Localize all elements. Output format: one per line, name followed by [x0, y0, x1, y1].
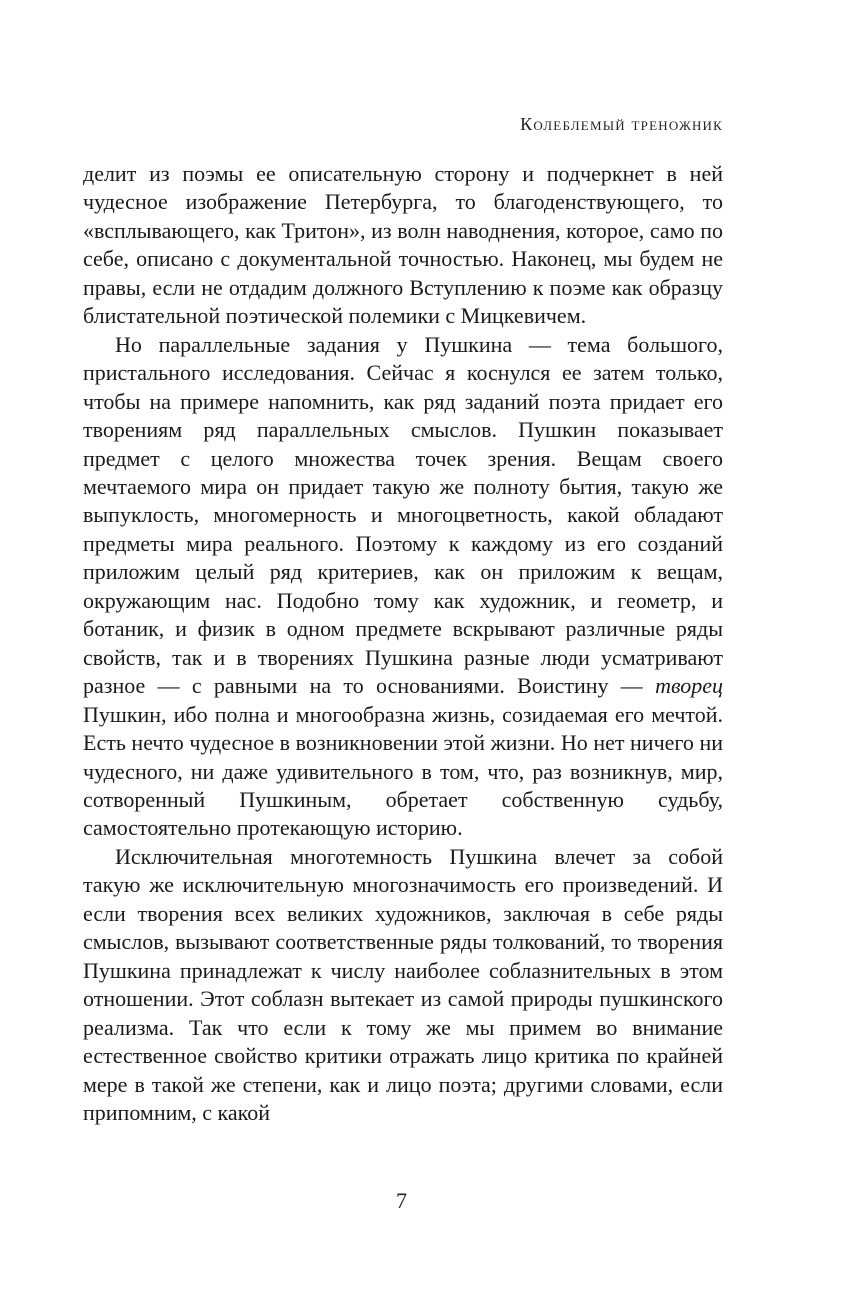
- paragraph: [83, 331, 723, 843]
- running-head: Колеблемый треножник: [520, 114, 723, 134]
- paragraph-text: Но параллельные задания у Пушкина — тема большого, пристального исследования. Сейчас я коснулся ее затем только, чтобы на примере напомнить, как ряд заданий поэта придает его творениям ряд параллельных смыслов. Пушкин показывает предмет с целого множества точек зрения. Вещам своего мечтаемого мира он придает такую же полноту бытия, такую же выпуклость, многомерность и многоцветность, какой обладают предметы мира реального. Поэтому к каждому из его созданий приложим целый ряд критериев, как он приложим к вещам, окружающим нас. Подобно тому как художник, и геометр, и ботаник, и физик в одном предмете вскрывают различные ряды свойств, так и в творениях Пушкина разные люди усматривают разное — с равными на то основаниями. Воистину —: [83, 331, 723, 699]
- page-number: 7: [396, 1188, 407, 1213]
- body-text: [83, 160, 723, 1127]
- italic-word: творец: [655, 673, 723, 699]
- paragraph-text: делит из поэмы ее описательную сторону и подчеркнет в ней чудесное изображение Петербурга, то благоденствующего, то «всплывающего, как Тритон», из волн наводнения, которое, само по себе, описано с документальной точностью. Наконец, мы будем не правы, если не отдадим должного Вступлению к поэме как образцу блистательной поэтической полемики с Мицкевичем.: [83, 161, 723, 329]
- paragraph-text: Пушкин, ибо полна и многообразна жизнь, созидаемая его мечтой. Есть нечто чудесное в возникновении этой жизни. Но нет ничего ни чудесного, ни даже удивительного в том, что, раз возникнув, мир, сотворенный Пушкиным, обретает собственную судьбу, самостоятельно протекающую историю.: [83, 701, 723, 841]
- paragraph-text: Исключительная многотемность Пушкина влечет за собой такую же исключительную многозначимость его произведений. И если творения всех великих художников, заключая в себе ряды смыслов, вызывают соответственные ряды толкований, то творения Пушкина принадлежат к числу наиболее соблазнительных в этом отношении. Этот соблазн вытекает из самой природы пушкинского реализма. Так что если к тому же мы примем во внимание естественное свойство критики отражать лицо критика по крайней мере в такой же степени, как и лицо поэта; другими словами, если припомним, с какой: [83, 843, 723, 1125]
- paragraph-continued: [83, 160, 723, 331]
- paragraph: [83, 843, 723, 1128]
